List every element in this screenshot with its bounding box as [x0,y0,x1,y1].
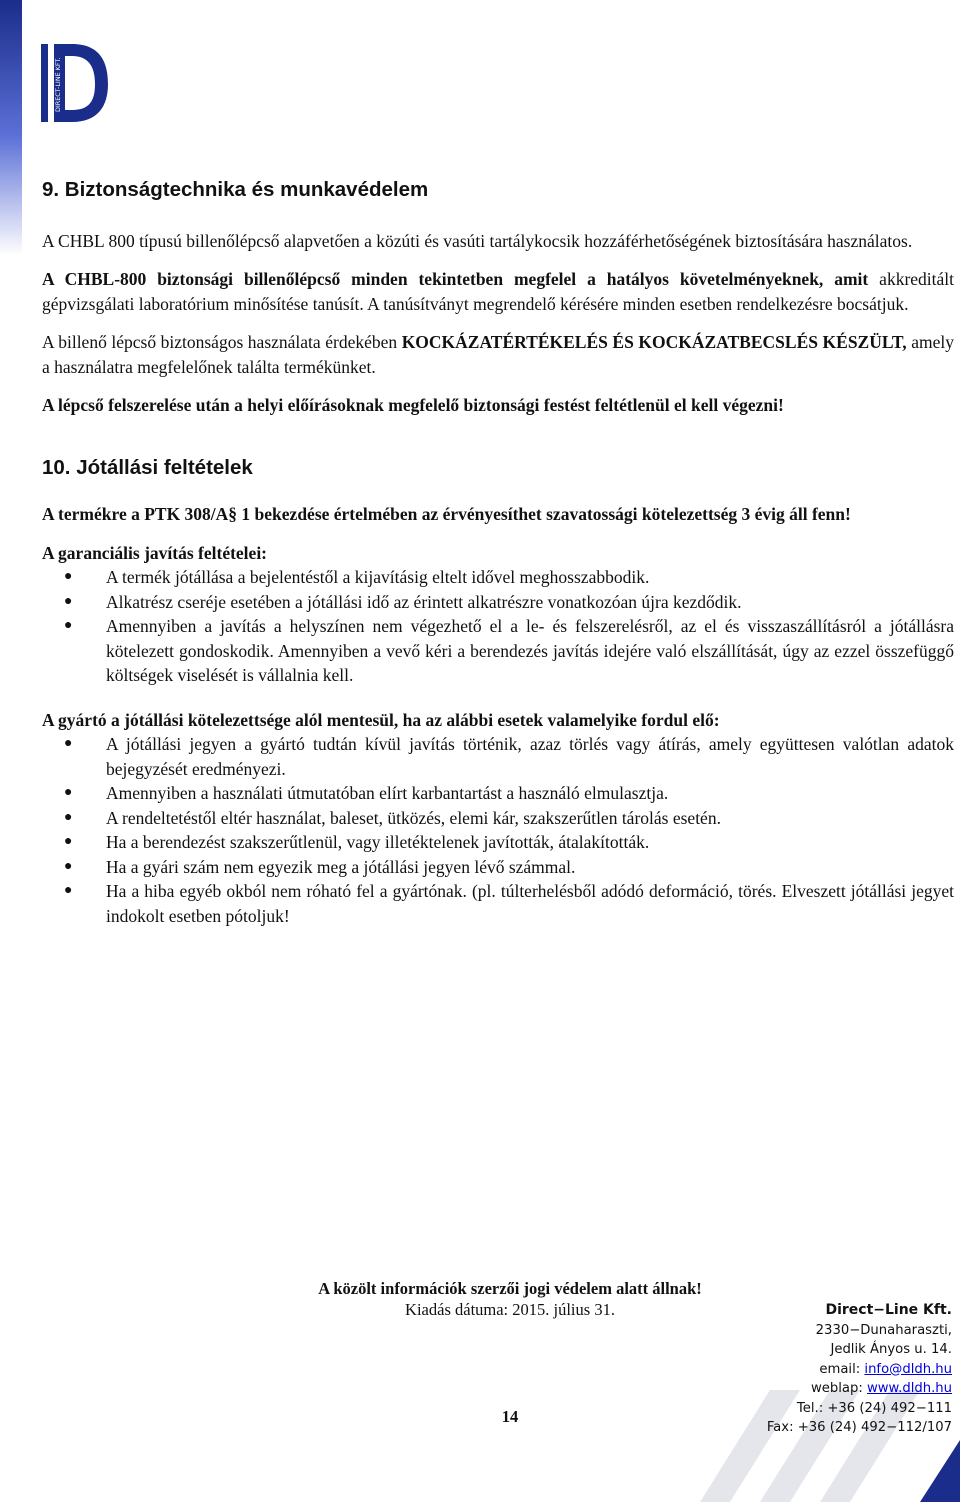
exemptions-title: A gyártó a jótállási kötelezettsége alól mentesül, ha az alábbi esetek valamelyike fordul elő: [42,709,720,730]
exemptions-list [42,732,954,928]
company-address-line2: Jedlik Ányos u. 14. [830,1342,952,1357]
section-10-title: 10. Jótállási feltételek [42,455,253,479]
list-item: ● Ha a gyári szám nem egyezik meg a jótállási jegyen lévő számmal. [42,855,954,880]
company-phone: Tel.: +36 (24) 492−111 [796,1400,952,1416]
email-link[interactable]: info@dldh.hu [864,1361,952,1377]
logo-text: DIRECT-LINE KFT. [54,57,62,112]
email-label: email: [819,1361,865,1377]
section-9-title: 9. Biztonságtechnika és munkavédelem [42,178,429,201]
page-number: 14 [501,1407,519,1426]
list-item: ● Amennyiben a használati útmutatóban elírt karbantartást a használó elmulasztja. [42,781,954,806]
issue-date: Kiadás dátuma: 2015. július 31. [405,1300,615,1319]
document-body [42,178,954,928]
web-label: weblap: [810,1381,867,1396]
list-item: ● A termék jótállása a bejelentéstől a kijavításig eltelt idővel meghosszabbodik. [42,565,954,590]
certification-text: akkreditált gépvizsgálati laboratórium minősítése tanúsít. [42,269,955,314]
list-item: ● Ha a hiba egyéb okból nem róható fel a gyártónak. (pl. túlterhelésből adódó deformáció, törés. Elveszett jótállási jegyet indokolt esetben pótoljuk! [42,879,954,928]
list-item: ● Amennyiben a javítás a helyszínen nem végezhető el a le- és felszerelésről, az el és visszaszállításról a jótállásra kötelezett gondoskodik. Amennyiben a vevő kéri a berendezés javítás idejére való elszállítását, úgy az ezzel összefüggő költségek viselését is vállalnia kell. [42,614,954,688]
intro-paragraph: A CHBL 800 típusú billenőlépcső alapvetően a közúti és vasúti tartálykocsik hozzáférhetőségének biztosítására használatos. [42,230,913,251]
company-name: Direct−Line Kft. [825,1302,952,1318]
certification-bold-text: A CHBL-800 biztonsági billenőlépcső minden tekintetben megfelel a hatályos követelményeknek, amit [42,269,869,289]
company-address-line1: 2330−Dunaharaszti, [815,1322,952,1338]
company-web-row [767,1379,952,1399]
guarantee-conditions-list [42,565,954,688]
risk-assessment-paragraph [42,330,954,379]
direct-line-logo [38,40,110,124]
certificate-request-text: A tanúsítványt megrendelő kérésére minden esetben rendelkezésre bocsátjuk. [367,293,909,314]
list-item: ● Alkatrész cseréje esetében a jótállási idő az érintett alkatrészre vonatkozóan újra kezdődik. [42,590,954,615]
risk-text-1: A billenő lépcső biztonságos használata érdekében [42,332,402,352]
list-item: ● A rendeltetéstől eltér használat, baleset, ütközés, elemi kár, szakszerűtlen tárolás esetén. [42,806,954,831]
risk-bold-text: KOCKÁZATÉRTÉKELÉS ÉS KOCKÁZATBECSLÉS KÉSZÜLT, [401,332,907,352]
certification-paragraph [42,267,954,316]
list-item: ● A jótállási jegyen a gyártó tudtán kívül javítás történik, azaz törlés vagy átírás, amely együttesen valótlan adatok bejegyzését eredményezi. [42,732,954,781]
list-item: ● Ha a berendezést szakszerűtlenül, vagy illetéktelenek javították, átalakították. [42,830,954,855]
company-info [767,1301,952,1438]
safety-painting-notice: A lépcső felszerelése után a helyi előírásoknak megfelelő biztonsági festést feltétlenül el kell végezni! [42,395,784,415]
company-fax: Fax: +36 (24) 492−112/107 [766,1420,952,1435]
copyright-notice: A közölt információk szerzői jogi védelem alatt állnak! [318,1279,702,1298]
footer [230,1278,790,1320]
company-email-row [767,1360,952,1380]
left-accent-bar [0,0,22,1502]
website-link[interactable]: www.dldh.hu [866,1381,952,1396]
warranty-period-notice: A termékre a PTK 308/A§ 1 bekezdése értelmében az érvényesíthet szavatossági kötelezettség 3 évig áll fenn! [42,504,851,524]
risk-text-2: amely a használatra megfelelőnek találta termékünket. [42,332,954,377]
guarantee-conditions-title: A garanciális javítás feltételei: [42,542,268,563]
